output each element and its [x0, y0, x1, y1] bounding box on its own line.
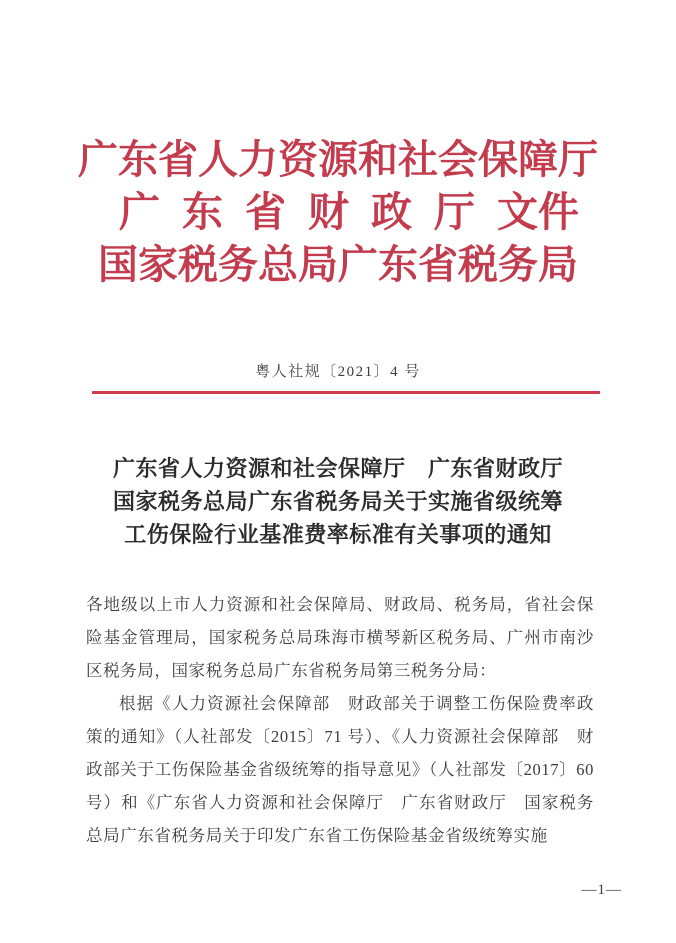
masthead-line-human-resources-dept: 广东省人力资源和社会保障厅	[78, 137, 598, 182]
masthead	[0, 137, 676, 287]
title-line-2: 国家税务总局广东省税务局关于实施省级统筹	[112, 489, 563, 514]
red-separator-rule	[92, 391, 600, 394]
document-body	[86, 588, 594, 852]
document-number: 粤人社规〔2021〕4 号	[255, 364, 421, 380]
body-paragraph-basis: 根据《人力资源社会保障部 财政部关于调整工伤保险费率政策的通知》（人社部发〔2015〕71 号）、《人力资源社会保障部 财政部关于工伤保险基金省级统筹的指导意见》（人社部发〔2017〕60 号）和《广东省人力资源和社会保障厅 广东省财政厅 国家税务总局广东省税务局关于印发广东省工伤保险基金省级统筹实施	[86, 694, 594, 845]
title-line-3: 工伤保险行业基准费率标准有关事项的通知	[124, 522, 552, 547]
body-paragraph-recipients: 各地级以上市人力资源和社会保障局、财政局、税务局，省社会保险基金管理局，国家税务总局珠海市横琴新区税务局、广州市南沙区税务局，国家税务总局广东省税务局第三税务分局：	[86, 595, 594, 680]
title-line-1: 广东省人力资源和社会保障厅 广东省财政厅	[112, 456, 563, 481]
masthead-line-finance-dept	[0, 189, 676, 235]
masthead-line-document-word: 文件	[497, 189, 579, 235]
page-number: —1—	[581, 882, 622, 898]
masthead-line-tax-bureau: 国家税务总局广东省税务局	[98, 242, 578, 287]
document-title	[0, 452, 676, 551]
masthead-line-finance-dept-name: 广东省财政厅	[119, 189, 497, 235]
